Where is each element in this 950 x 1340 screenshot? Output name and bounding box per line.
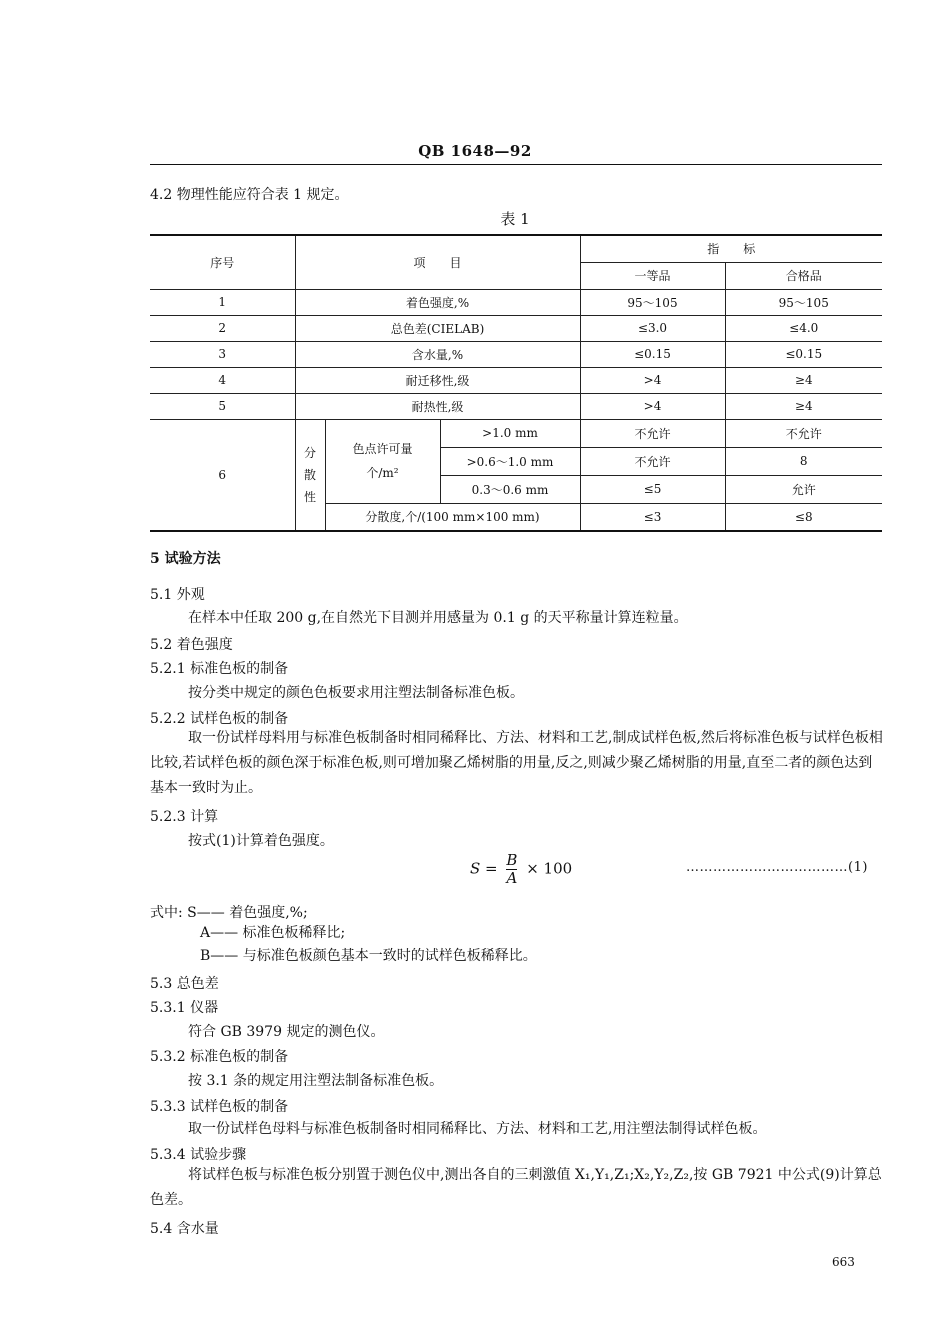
spot-size: >1.0 mm <box>440 419 580 447</box>
section-5-1-text: 在样本中任取 200 g,在自然光下目测并用感量为 0.1 g 的天平称量计算连粒量。 <box>188 610 688 626</box>
dispersion-group-label: 分 散 性 <box>295 419 325 531</box>
section-5-2-3-text: 按式(1)计算着色强度。 <box>188 833 334 849</box>
section-5-3-3: 5.3.3 试样色板的制备 <box>150 1099 289 1115</box>
spot-allowance-label: 色点许可量 个/m² <box>325 419 440 503</box>
page-number: 663 <box>832 1255 855 1269</box>
section-5-2-2: 5.2.2 试样色板的制备 <box>150 711 289 727</box>
header-item: 项 目 <box>295 235 580 289</box>
row-qualified: ≤0.15 <box>725 341 882 367</box>
row-seq: 5 <box>150 393 295 419</box>
header-qualified: 合格品 <box>725 262 882 289</box>
table-row <box>150 315 882 341</box>
section-5-2-1: 5.2.1 标准色板的制备 <box>150 661 289 677</box>
row-first: >4 <box>580 393 725 419</box>
section-5-2-1-text: 按分类中规定的颜色色板要求用注塑法制备标准色板。 <box>188 685 524 701</box>
legend-s: 式中: S—— 着色强度,%; <box>150 905 308 921</box>
row-item: 耐热性,级 <box>295 393 580 419</box>
table-row <box>150 289 882 315</box>
section-5-2-3: 5.2.3 计算 <box>150 809 219 825</box>
row-seq: 4 <box>150 367 295 393</box>
row-item: 着色强度,% <box>295 289 580 315</box>
section-5-title: 5 试验方法 <box>150 551 221 567</box>
row-first: ≤0.15 <box>580 341 725 367</box>
formula-number: ………………………………(1) <box>686 860 868 875</box>
row-qualified: 不允许 <box>725 419 882 447</box>
spot-size: 0.3～0.6 mm <box>440 475 580 503</box>
section-5-3-3-text: 取一份试样色母料与标准色板制备时相同稀释比、方法、材料和工艺,用注塑法制得试样色板。 <box>188 1121 767 1137</box>
header-index: 指 标 <box>580 235 882 262</box>
section-5-4: 5.4 含水量 <box>150 1221 219 1237</box>
legend-b: B—— 与标准色板颜色基本一致时的试样色板稀释比。 <box>200 948 537 964</box>
physical-properties-table <box>150 234 882 532</box>
section-5-3-2-text: 按 3.1 条的规定用注塑法制备标准色板。 <box>188 1073 444 1089</box>
row-seq: 6 <box>150 419 295 531</box>
row-qualified: ≥4 <box>725 367 882 393</box>
table-title: 表 1 <box>500 210 530 228</box>
row-item: 含水量,% <box>295 341 580 367</box>
header-first-grade: 一等品 <box>580 262 725 289</box>
spot-size: >0.6～1.0 mm <box>440 447 580 475</box>
table-row <box>150 341 882 367</box>
row-item: 总色差(CIELAB) <box>295 315 580 341</box>
row-qualified: ≥4 <box>725 393 882 419</box>
row-item: 耐迁移性,级 <box>295 367 580 393</box>
section-5-3-4: 5.3.4 试验步骤 <box>150 1147 247 1163</box>
row-first: ≤3.0 <box>580 315 725 341</box>
section-5-3-4-text: 将试样色板与标准色板分别置于测色仪中,测出各自的三刺激值 X₁,Y₁,Z₁;X₂,Y₂,Z₂,按 GB 7921 中公式(9)计算总色差。 <box>150 1167 882 1208</box>
row-seq: 2 <box>150 315 295 341</box>
formula-color-strength: S = $\frac{B}{A}$ × 100 <box>470 851 573 887</box>
section-5-3-1: 5.3.1 仪器 <box>150 1000 219 1016</box>
row-first: 不允许 <box>580 447 725 475</box>
row-first: ≤3 <box>580 503 725 531</box>
row-seq: 1 <box>150 289 295 315</box>
table-row <box>150 393 882 419</box>
row-first: ≤5 <box>580 475 725 503</box>
header-seq: 序号 <box>150 235 295 289</box>
section-5-3: 5.3 总色差 <box>150 976 219 992</box>
section-4-2: 4.2 物理性能应符合表 1 规定。 <box>150 187 349 203</box>
section-5-2-2-text: 取一份试样母料用与标准色板制备时相同稀释比、方法、材料和工艺,制成试样色板,然后将标准色板与试样色板相比较,若试样色板的颜色深于标准色板,则可增加聚乙烯树脂的用量,反之,则减少聚乙烯树脂的用量,直至二者的颜色达到基本一致时为止。 <box>150 730 883 796</box>
row-first: 95～105 <box>580 289 725 315</box>
legend-a: A—— 标准色板稀释比; <box>200 925 346 941</box>
header-rule <box>150 164 882 165</box>
row-qualified: 8 <box>725 447 882 475</box>
section-5-1: 5.1 外观 <box>150 587 205 603</box>
row-qualified: ≤4.0 <box>725 315 882 341</box>
table-row <box>150 419 882 447</box>
row-qualified: 允许 <box>725 475 882 503</box>
section-5-3-2: 5.3.2 标准色板的制备 <box>150 1049 289 1065</box>
document-code-header: QB 1648—92 <box>418 142 532 160</box>
row-first: >4 <box>580 367 725 393</box>
row-first: 不允许 <box>580 419 725 447</box>
dispersion-label: 分散度,个/(100 mm×100 mm) <box>325 503 580 531</box>
row-qualified: 95～105 <box>725 289 882 315</box>
section-5-2: 5.2 着色强度 <box>150 637 233 653</box>
row-qualified: ≤8 <box>725 503 882 531</box>
row-seq: 3 <box>150 341 295 367</box>
section-5-3-1-text: 符合 GB 3979 规定的测色仪。 <box>188 1024 385 1040</box>
table-row <box>150 367 882 393</box>
